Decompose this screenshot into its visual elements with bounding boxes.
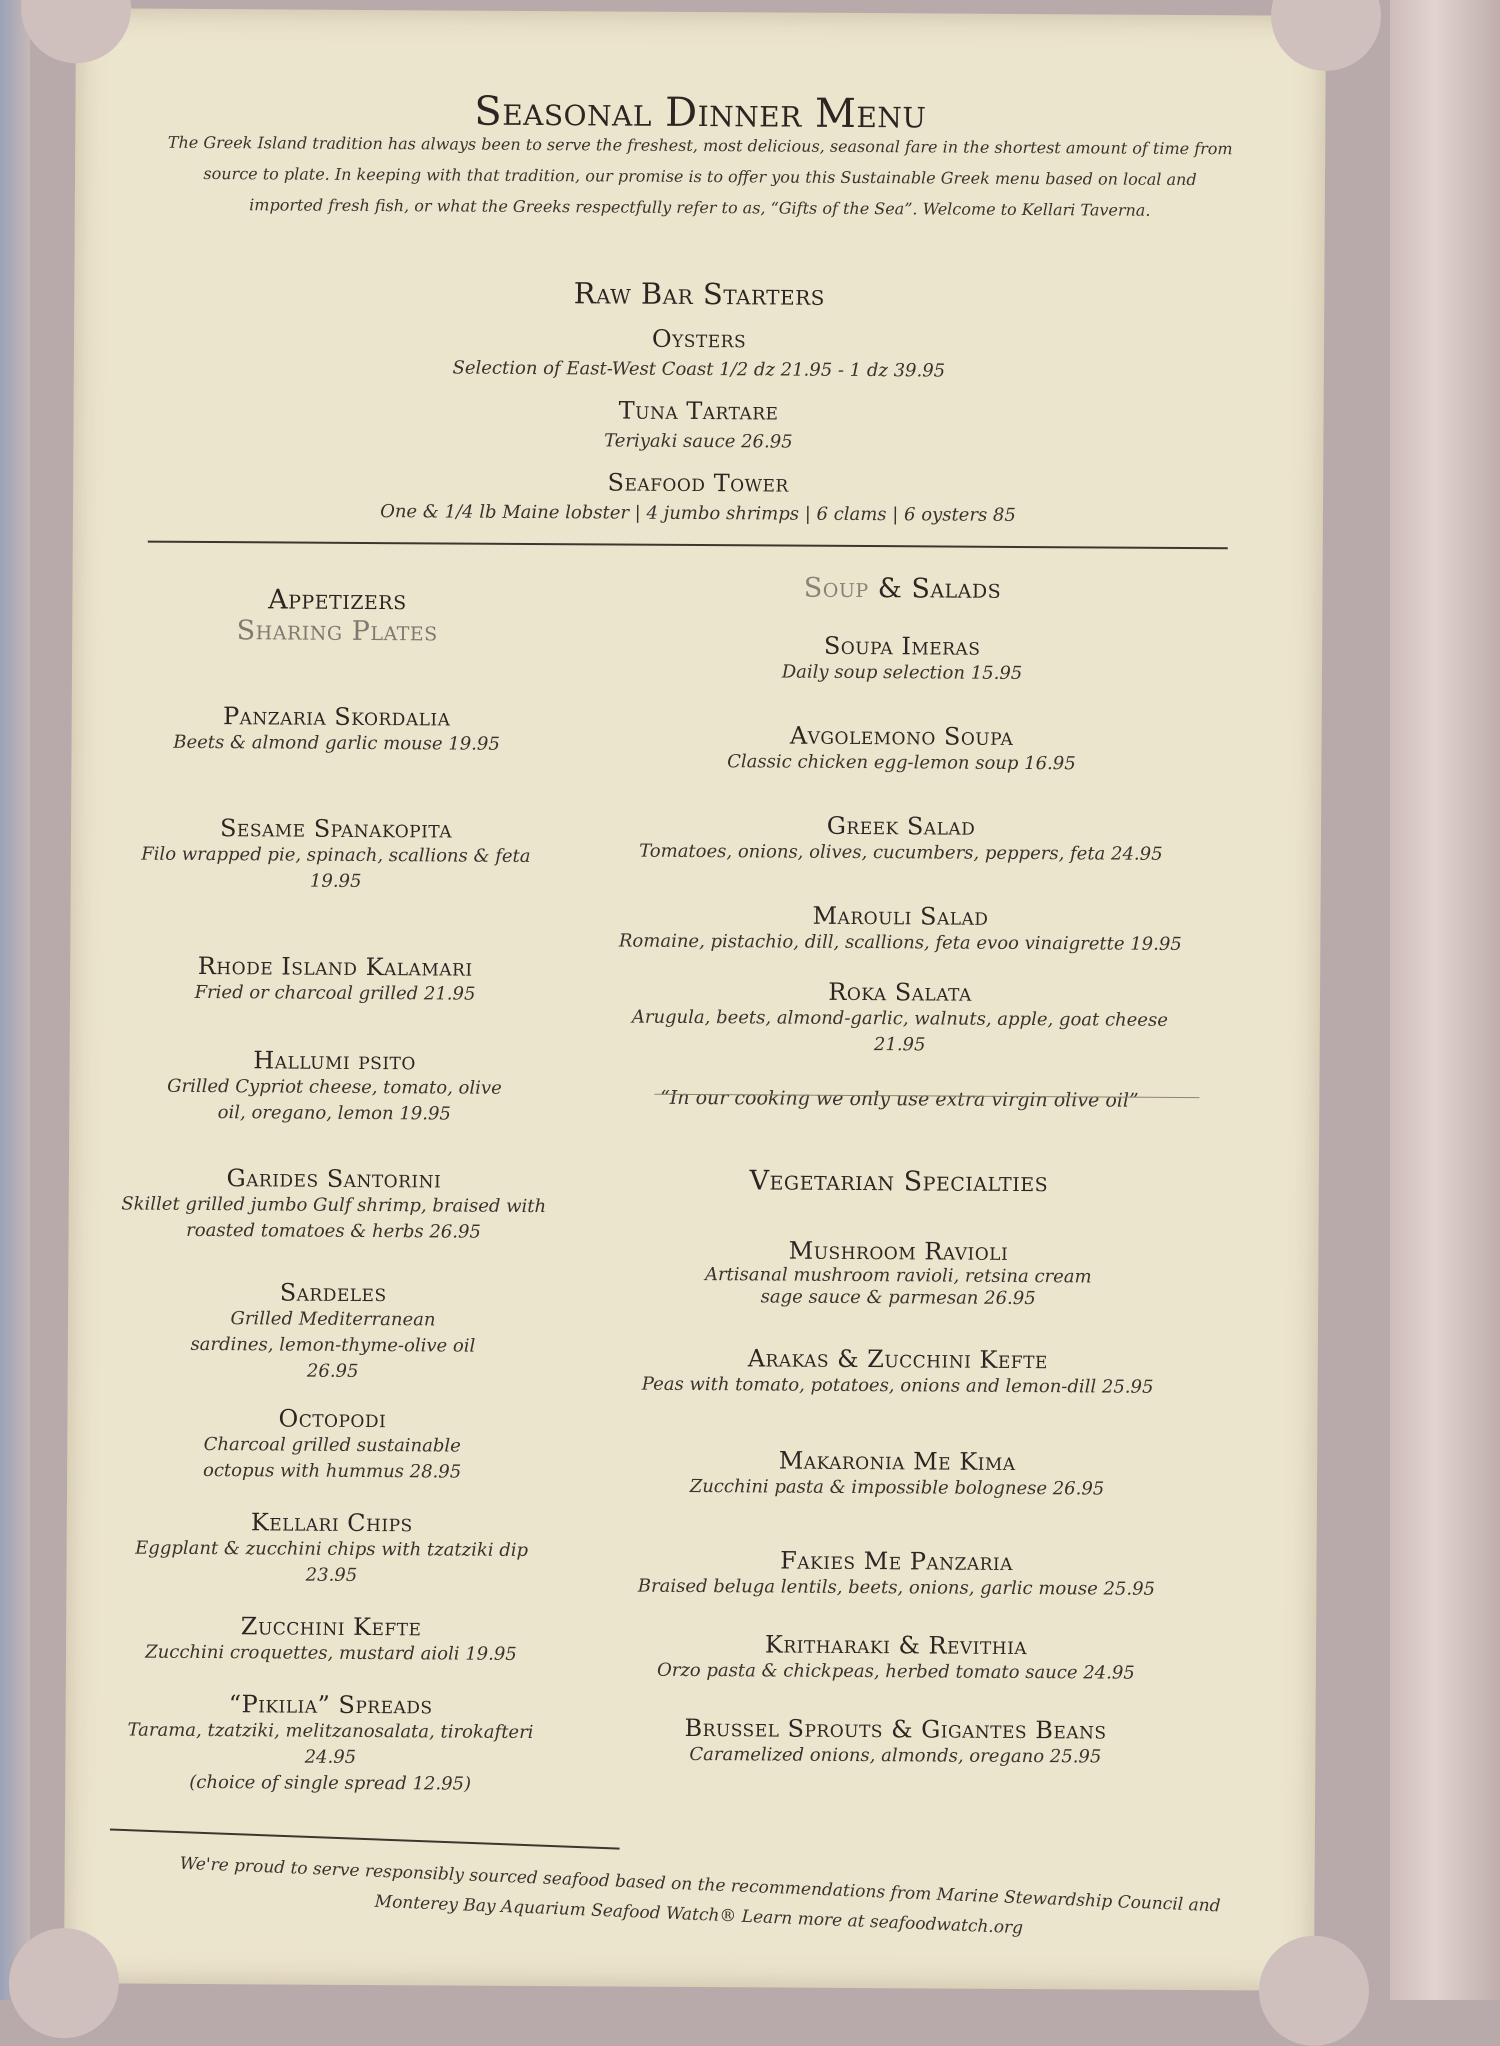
- item-name: Soupa Imeras: [823, 631, 981, 661]
- footer-divider: [110, 1828, 620, 1849]
- corner-tab: [1271, 0, 1382, 71]
- salads-title-part: & Salads: [877, 573, 1002, 605]
- item-desc: Tarama, tzatziki, melitzanosalata, tirokafteri 24.95: [127, 1719, 534, 1768]
- item-desc: Tomatoes, onions, olives, cucumbers, peppers, feta 24.95: [639, 840, 1163, 865]
- menu-item: [605, 1713, 1185, 1771]
- item-name: Seafood Tower: [607, 468, 789, 498]
- menu-item: [117, 1403, 547, 1486]
- menu-item: [606, 1545, 1186, 1603]
- menu-item: [610, 900, 1190, 958]
- item-name: Tuna Tartare: [618, 396, 779, 426]
- item-desc: Beets & almond garlic mouse 19.95: [173, 731, 500, 755]
- item-desc: Selection of East-West Coast 1/2 dz 21.95 - 1 dz 39.95: [452, 357, 946, 382]
- item-name: Oysters: [651, 324, 747, 354]
- corner-tab: [21, 0, 132, 64]
- item-desc: Orzo pasta & chickpeas, herbed tomato sauce 24.95: [656, 1659, 1135, 1684]
- section-divider: [148, 541, 1228, 550]
- menu-item: [611, 810, 1191, 868]
- background-right: [1390, 0, 1500, 2000]
- item-desc: Caramelized onions, almonds, oregano 25.95: [689, 1743, 1102, 1768]
- item-desc: Skillet grilled jumbo Gulf shrimp, braised with roasted tomatoes & herbs 26.95: [121, 1193, 547, 1243]
- item-name: Sardeles: [279, 1278, 387, 1308]
- corner-tab: [9, 1928, 120, 2039]
- item-desc: Fried or charcoal grilled 21.95: [194, 981, 476, 1005]
- menu-item: [121, 813, 551, 896]
- item-name: Makaronia Me Kima: [778, 1446, 1016, 1476]
- item-desc: Eggplant & zucchini chips with tzatziki dip 23.95: [135, 1537, 529, 1586]
- appetizers-subtitle: Sharing Plates: [236, 615, 438, 648]
- soup-salads-title: [612, 571, 1192, 606]
- item-name: Roka Salata: [828, 977, 972, 1007]
- item-name: Sesame Spanakopita: [219, 814, 453, 844]
- menu-item: [612, 630, 1192, 688]
- menu-page: [64, 8, 1326, 1991]
- appetizers-column: [115, 583, 552, 1798]
- menu-title: Seasonal Dinner Menu: [474, 88, 927, 138]
- item-name: Zucchini Kefte: [240, 1612, 422, 1642]
- appetizers-title: Appetizers: [268, 584, 407, 617]
- item-name: Kellari Chips: [250, 1508, 413, 1538]
- raw-bar-section: [73, 273, 1325, 531]
- menu-item: [74, 321, 1324, 387]
- item-desc: Filo wrapped pie, spinach, scallions & feta 19.95: [141, 843, 531, 892]
- item-desc: Teriyaki sauce 26.95: [604, 430, 793, 453]
- item-desc: Arugula, beets, almond-garlic, walnuts, apple, goat cheese 21.95: [631, 1006, 1168, 1056]
- menu-item: [608, 1235, 1188, 1311]
- item-desc: Charcoal grilled sustainable octopus with hummus 28.95: [202, 1434, 462, 1483]
- menu-item: [611, 720, 1191, 778]
- olive-oil-quote: “In our cooking we only use extra virgin olive oil”: [660, 1086, 1139, 1112]
- item-name: Avgolemono Soupa: [789, 721, 1014, 751]
- item-name: Arakas & Zucchini Kefte: [747, 1344, 1048, 1375]
- menu-item: [118, 1163, 548, 1246]
- soup-title-part: Soup: [803, 572, 869, 605]
- item-desc: Braised beluga lentils, beets, onions, garlic mouse 25.95: [637, 1575, 1156, 1600]
- item-name: Kritharaki & Revithia: [764, 1630, 1028, 1661]
- right-column: [605, 571, 1192, 1771]
- menu-item: [116, 1611, 546, 1668]
- item-desc: Classic chicken egg-lemon soup 16.95: [727, 751, 1076, 775]
- item-desc: One & 1/4 lb Maine lobster | 4 jumbo shrimps | 6 clams | 6 oysters 85: [380, 501, 1016, 526]
- sustainability-note: We're proud to serve responsibly sourced seafood based on the recommendations from Marine Stewardship Council and Monterey Bay Aquarium Seafood Watch® Learn more at seafoodwatch.org: [179, 1853, 1221, 1939]
- vegetarian-title: Vegetarian Specialties: [749, 1165, 1049, 1199]
- item-note: (choice of single spread 12.95): [189, 1771, 472, 1795]
- menu-item: [73, 465, 1323, 531]
- raw-bar-title: Raw Bar Starters: [573, 276, 826, 312]
- menu-item: [73, 393, 1323, 459]
- menu-item: [118, 1277, 549, 1386]
- item-desc: Peas with tomato, potatoes, onions and lemon-dill 25.95: [641, 1373, 1154, 1398]
- item-name: Brussel Sprouts & Gigantes Beans: [684, 1713, 1107, 1745]
- item-desc: Grilled Mediterranean sardines, lemon-thyme-olive oil 26.95: [190, 1308, 476, 1382]
- menu-item: [607, 1445, 1187, 1503]
- item-name: Greek Salad: [826, 811, 976, 841]
- menu-item: [606, 1629, 1186, 1687]
- item-name: Marouli Salad: [812, 901, 989, 931]
- menu-item: [119, 1045, 549, 1128]
- item-name: “Pikilia” Spreads: [228, 1690, 433, 1720]
- menu-item: [115, 1689, 546, 1798]
- item-desc: Daily soup selection 15.95: [781, 661, 1023, 684]
- menu-item: [610, 976, 1190, 1060]
- item-name: Fakies Me Panzaria: [780, 1546, 1014, 1576]
- menu-item: [120, 951, 550, 1008]
- item-desc: Zucchini pasta & impossible bolognese 26.95: [689, 1475, 1105, 1500]
- item-desc: Artisanal mushroom ravioli, retsina cream sage sauce & parmesan 26.95: [704, 1264, 1092, 1310]
- item-name: Hallumi psito: [253, 1046, 416, 1076]
- item-name: Garides Santorini: [226, 1164, 442, 1194]
- item-desc: Grilled Cypriot cheese, tomato, olive oil, oregano, lemon 19.95: [167, 1075, 502, 1125]
- menu-item: [608, 1343, 1188, 1401]
- background-left: [0, 0, 30, 2000]
- menu-intro: The Greek Island tradition has always been to serve the freshest, most delicious, seasonal fare in the shortest amount of time from source to plate. In keeping with that tradition, our promise is to offer you this Sustainable Greek menu based on local and imported fresh fish, or what the Greeks respectfully refer to as, “Gifts of the Sea”. Welcome to Kellari Taverna.: [167, 132, 1233, 220]
- item-name: Mushroom Ravioli: [788, 1236, 1009, 1266]
- item-desc: Romaine, pistachio, dill, scallions, feta evoo vinaigrette 19.95: [618, 930, 1182, 955]
- item-name: Octopodi: [278, 1404, 387, 1434]
- corner-tab: [1259, 1935, 1370, 2046]
- item-name: Panzaria Skordalia: [222, 702, 451, 732]
- item-name: Rhode Island Kalamari: [197, 951, 473, 982]
- menu-item: [116, 1507, 546, 1590]
- menu-item: [121, 701, 551, 758]
- item-desc: Zucchini croquettes, mustard aioli 19.95: [145, 1641, 517, 1665]
